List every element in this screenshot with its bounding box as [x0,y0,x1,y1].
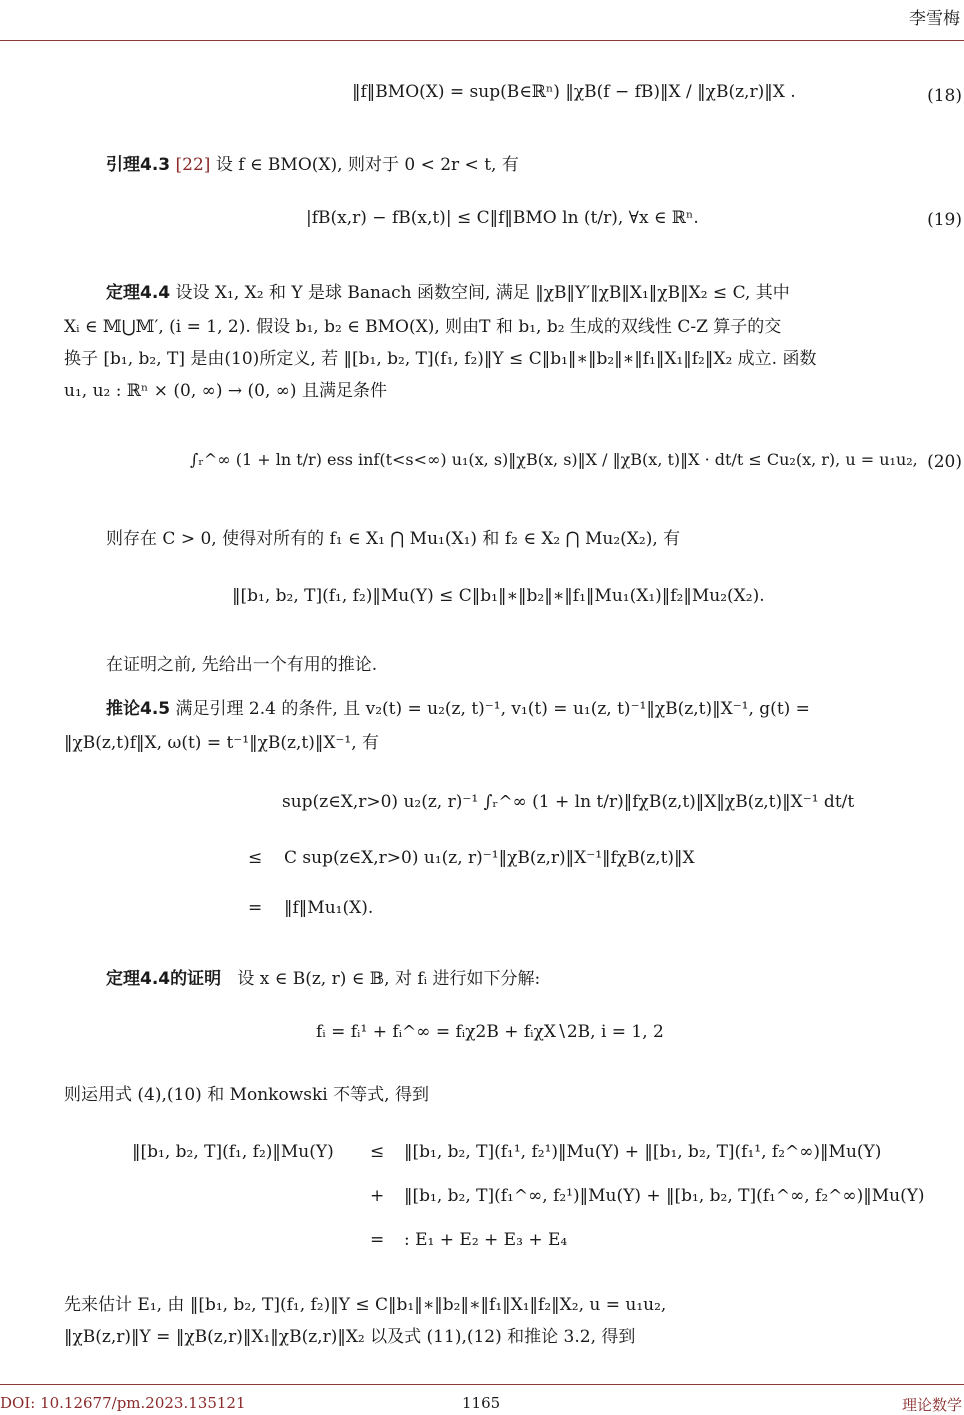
paragraph-exists: 则存在 C > 0, 使得对所有的 f₁ ∈ X₁ ⋂ Mu₁(X₁) 和 f₂ ∈ X₂ ⋂ Mu₂(X₂), 有 [106,529,681,549]
footer-rule [0,1384,964,1385]
multiline1-op2: ≤ [248,848,263,868]
lemma-text: 设 f ∈ BMO(X), 则对于 0 < 2r < t, 有 [210,155,519,175]
multiline1-row3: ‖f‖Mu₁(X). [284,898,374,918]
paragraph-last-2: ‖χB(z,r)‖Y = ‖χB(z,r)‖X₁‖χB(z,r)‖X₂ 以及式 (11),(12) 和推论 3.2, 得到 [64,1327,636,1347]
paragraph-apply: 则运用式 (4),(10) 和 Monkowski 不等式, 得到 [64,1085,429,1105]
header-author: 李雪梅 [909,9,960,29]
multiline2-op3: = [370,1230,385,1250]
multiline2-row3: : E₁ + E₂ + E₃ + E₄ [404,1230,568,1250]
corollary-text-1: 满足引理 2.4 的条件, 且 v₂(t) = u₂(z, t)⁻¹, v₁(t) = u₁(z, t)⁻¹‖χB(z,t)‖X⁻¹, g(t) = [175,699,810,719]
equation-main-estimate: ‖[b₁, b₂, T](f₁, f₂)‖Mu(Y) ≤ C‖b₁‖∗‖b₂‖∗‖f₁‖Mu₁(X₁)‖f₂‖Mu₂(X₂). [232,586,765,606]
equation-20: ∫ᵣ^∞ (1 + ln t/r) ess inf(t<s<∞) u₁(x, s)‖χB(x, s)‖X / ‖χB(x, t)‖X · dt/t ≤ Cu₂(x, r), u = u₁u₂, [190,450,918,469]
multiline2-op2: + [370,1186,385,1206]
citation-link[interactable]: [22] [175,155,211,175]
equation-number-20: (20) [927,452,962,472]
multiline2-row2: ‖[b₁, b₂, T](f₁^∞, f₂¹)‖Mu(Y) + ‖[b₁, b₂, T](f₁^∞, f₂^∞)‖Mu(Y) [404,1186,925,1206]
lemma-4-3 [106,150,519,175]
multiline2-lhs: ‖[b₁, b₂, T](f₁, f₂)‖Mu(Y) [132,1142,334,1162]
footer-journal[interactable]: 理论数学 [901,1396,962,1414]
theorem-4-4-line3: 换子 [b₁, b₂, T] 是由(10)所定义, 若 ‖[b₁, b₂, T](f₁, f₂)‖Y ≤ C‖b₁‖∗‖b₂‖∗‖f₁‖X₁‖f₂‖X₂ 成立. 函数 [64,349,817,369]
corollary-heading: 推论4.5 [106,699,171,719]
equation-18: ‖f‖BMO(X) = sup(B∈ℝⁿ) ‖χB(f − fB)‖X / ‖χB(z,r)‖X . [352,82,796,102]
theorem-4-4-line1 [106,278,790,303]
equation-number-19: (19) [927,210,962,230]
paragraph-last-1: 先来估计 E₁, 由 ‖[b₁, b₂, T](f₁, f₂)‖Y ≤ C‖b₁‖∗‖b₂‖∗‖f₁‖X₁‖f₂‖X₂, u = u₁u₂, [64,1295,667,1315]
corollary-4-5-line1 [106,694,810,719]
multiline2-op1: ≤ [370,1142,385,1162]
corollary-4-5-line2: ‖χB(z,t)f‖X, ω(t) = t⁻¹‖χB(z,t)‖X⁻¹, 有 [64,733,380,753]
theorem-4-4-line4: u₁, u₂ : ℝⁿ × (0, ∞) → (0, ∞) 且满足条件 [64,381,387,401]
theorem-heading: 定理4.4 [106,283,171,303]
multiline1-row1: sup(z∈X,r>0) u₂(z, r)⁻¹ ∫ᵣ^∞ (1 + ln t/r)‖fχB(z,t)‖X‖χB(z,t)‖X⁻¹ dt/t [282,792,855,812]
paragraph-before-proof: 在证明之前, 先给出一个有用的推论. [106,655,378,675]
multiline1-row2: C sup(z∈X,r>0) u₁(z, r)⁻¹‖χB(z,r)‖X⁻¹‖fχB(z,t)‖X [284,848,695,868]
equation-decomposition: fᵢ = fᵢ¹ + fᵢ^∞ = fᵢχ2B + fᵢχX∖2B, i = 1, 2 [316,1022,664,1042]
footer-doi[interactable]: DOI: 10.12677/pm.2023.135121 [0,1394,246,1412]
proof-text: 设 x ∈ B(z, r) ∈ 𝔹, 对 fᵢ 进行如下分解: [237,969,541,989]
footer-page-number: 1165 [462,1394,501,1412]
multiline1-op3: = [248,898,263,918]
equation-number-18: (18) [927,86,962,106]
lemma-heading: 引理4.3 [106,155,171,175]
multiline2-row1: ‖[b₁, b₂, T](f₁¹, f₂¹)‖Mu(Y) + ‖[b₁, b₂, T](f₁¹, f₂^∞)‖Mu(Y) [404,1142,882,1162]
proof-line [106,964,540,989]
header-rule [0,40,964,41]
theorem-text-1: 设设 X₁, X₂ 和 Y 是球 Banach 函数空间, 满足 ‖χB‖Y′‖χB‖X₁‖χB‖X₂ ≤ C, 其中 [175,283,790,303]
equation-19: |fB(x,r) − fB(x,t)| ≤ C‖f‖BMO ln (t/r), ∀x ∈ ℝⁿ. [306,208,699,228]
theorem-4-4-line2: Xᵢ ∈ 𝕄⋃𝕄′, (i = 1, 2). 假设 b₁, b₂ ∈ BMO(X), 则由T 和 b₁, b₂ 生成的双线性 C-Z 算子的交 [64,317,782,337]
proof-heading: 定理4.4的证明 [106,969,222,989]
